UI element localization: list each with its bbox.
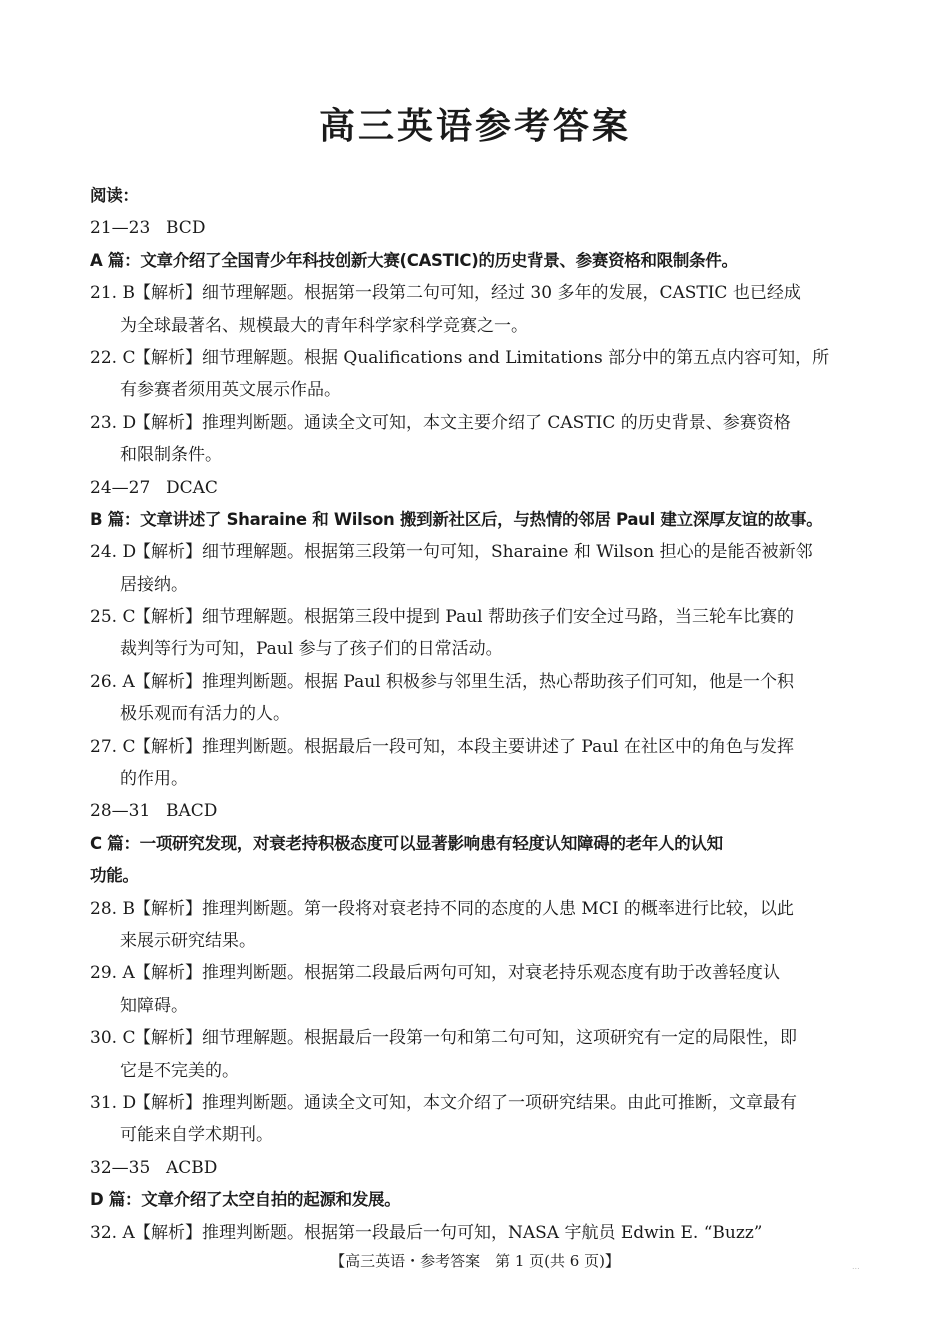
explanation-text: 【解析】细节理解题。根据 Qualifications and Limitations 部分中的第五点内容可知，所 bbox=[134, 347, 830, 368]
answer-letters: ACBD bbox=[166, 1157, 218, 1178]
question-item bbox=[90, 277, 864, 309]
explanation-continuation: 居接纳。 bbox=[120, 574, 188, 595]
question-item bbox=[90, 407, 864, 439]
question-number: 26. A bbox=[90, 671, 135, 692]
question-item bbox=[90, 666, 864, 698]
page-title: 高三英语参考答案 bbox=[318, 106, 631, 147]
explanation-continuation: 知障碍。 bbox=[120, 995, 188, 1016]
explanation-text: 【解析】细节理解题。根据最后一段第一句和第二句可知，这项研究有一定的局限性，即 bbox=[134, 1028, 797, 1049]
explanation-continuation: 来展示研究结果。 bbox=[120, 930, 256, 951]
question-item bbox=[90, 1217, 864, 1249]
explanation-text: 【解析】推理判断题。通读全文可知，本文主要介绍了 CASTIC 的历史背景、参赛资格 bbox=[134, 412, 791, 433]
passage-title-continuation: 功能。 bbox=[90, 866, 139, 886]
explanation-text: 【解析】细节理解题。根据第一段第二句可知，经过 30 多年的发展，CASTIC 也已经成 bbox=[134, 283, 801, 304]
answer-letters: BACD bbox=[166, 801, 218, 822]
explanation-continuation: 裁判等行为可知，Paul 参与了孩子们的日常活动。 bbox=[120, 639, 503, 660]
explanation-text: 【解析】细节理解题。根据第三段中提到 Paul 帮助孩子们安全过马路，当三轮车比赛的 bbox=[134, 607, 795, 628]
explanation-continuation: 为全球最著名、规模最大的青年科学家科学竞赛之一。 bbox=[120, 315, 528, 336]
passage-title: C 篇：一项研究发现，对衰老持积极态度可以显著影响患有轻度认知障碍的老年人的认知 bbox=[90, 833, 723, 853]
answer-range-row bbox=[90, 1152, 864, 1184]
question-number: 27. C bbox=[90, 736, 136, 757]
explanation-continuation: 有参赛者须用英文展示作品。 bbox=[120, 380, 341, 401]
corner-mark: ... bbox=[852, 1262, 860, 1271]
section-label: 阅读： bbox=[90, 186, 139, 205]
explanation-continuation: 可能来自学术期刊。 bbox=[120, 1125, 273, 1146]
explanation-continuation: 的作用。 bbox=[120, 769, 188, 790]
answer-content bbox=[90, 180, 864, 1249]
question-number: 23. D bbox=[90, 412, 137, 433]
answer-range: 21—23 bbox=[90, 218, 151, 239]
explanation-text: 【解析】推理判断题。根据最后一段可知，本段主要讲述了 Paul 在社区中的角色与发挥 bbox=[134, 736, 795, 757]
question-item bbox=[90, 893, 864, 925]
question-number: 30. C bbox=[90, 1028, 136, 1049]
question-number: 21. B bbox=[90, 283, 135, 304]
answer-range-row bbox=[90, 795, 864, 827]
passage-title: B 篇：文章讲述了 Sharaine 和 Wilson 搬到新社区后，与热情的邻居 Paul 建立深厚友谊的故事。 bbox=[90, 509, 823, 529]
passage-title: D 篇：文章介绍了太空自拍的起源和发展。 bbox=[90, 1190, 401, 1210]
question-number: 25. C bbox=[90, 607, 136, 628]
question-item bbox=[90, 1022, 864, 1054]
answer-letters: DCAC bbox=[166, 477, 218, 498]
explanation-text: 【解析】推理判断题。通读全文可知，本文介绍了一项研究结果。由此可推断，文章最有 bbox=[134, 1092, 797, 1113]
passage-title: A 篇：文章介绍了全国青少年科技创新大赛(CASTIC)的历史背景、参赛资格和限制条件。 bbox=[90, 250, 738, 270]
question-item bbox=[90, 731, 864, 763]
explanation-text: 【解析】推理判断题。根据 Paul 积极参与邻里生活，热心帮助孩子们可知，他是一个积 bbox=[134, 671, 795, 692]
explanation-text: 【解析】细节理解题。根据第三段第一句可知，Sharaine 和 Wilson 担心的是能否被新邻 bbox=[134, 542, 813, 563]
question-number: 32. A bbox=[90, 1222, 135, 1243]
explanation-continuation: 极乐观而有活力的人。 bbox=[120, 704, 290, 725]
answer-range: 32—35 bbox=[90, 1157, 151, 1178]
answer-range-row bbox=[90, 212, 864, 244]
explanation-continuation: 它是不完美的。 bbox=[120, 1060, 239, 1081]
question-number: 22. C bbox=[90, 347, 136, 368]
question-number: 31. D bbox=[90, 1092, 137, 1113]
question-item bbox=[90, 957, 864, 989]
page-footer: 【高三英语・参考答案 第 1 页(共 6 页)】 bbox=[330, 1252, 620, 1270]
question-number: 29. A bbox=[90, 963, 135, 984]
explanation-text: 【解析】推理判断题。第一段将对衰老持不同的态度的人患 MCI 的概率进行比较，以此 bbox=[134, 898, 794, 919]
question-number: 28. B bbox=[90, 898, 135, 919]
answer-range: 28—31 bbox=[90, 801, 151, 822]
answer-range-row bbox=[90, 472, 864, 504]
explanation-text: 【解析】推理判断题。根据第一段最后一句可知，NASA 宇航员 Edwin E. “Buzz” bbox=[134, 1222, 763, 1243]
answer-letters: BCD bbox=[166, 218, 206, 239]
question-item bbox=[90, 342, 864, 374]
answer-range: 24—27 bbox=[90, 477, 151, 498]
question-item bbox=[90, 1087, 864, 1119]
explanation-continuation: 和限制条件。 bbox=[120, 445, 222, 466]
question-number: 24. D bbox=[90, 542, 137, 563]
explanation-text: 【解析】推理判断题。根据第二段最后两句可知，对衰老持乐观态度有助于改善轻度认 bbox=[134, 963, 780, 984]
question-item bbox=[90, 601, 864, 633]
question-item bbox=[90, 536, 864, 568]
